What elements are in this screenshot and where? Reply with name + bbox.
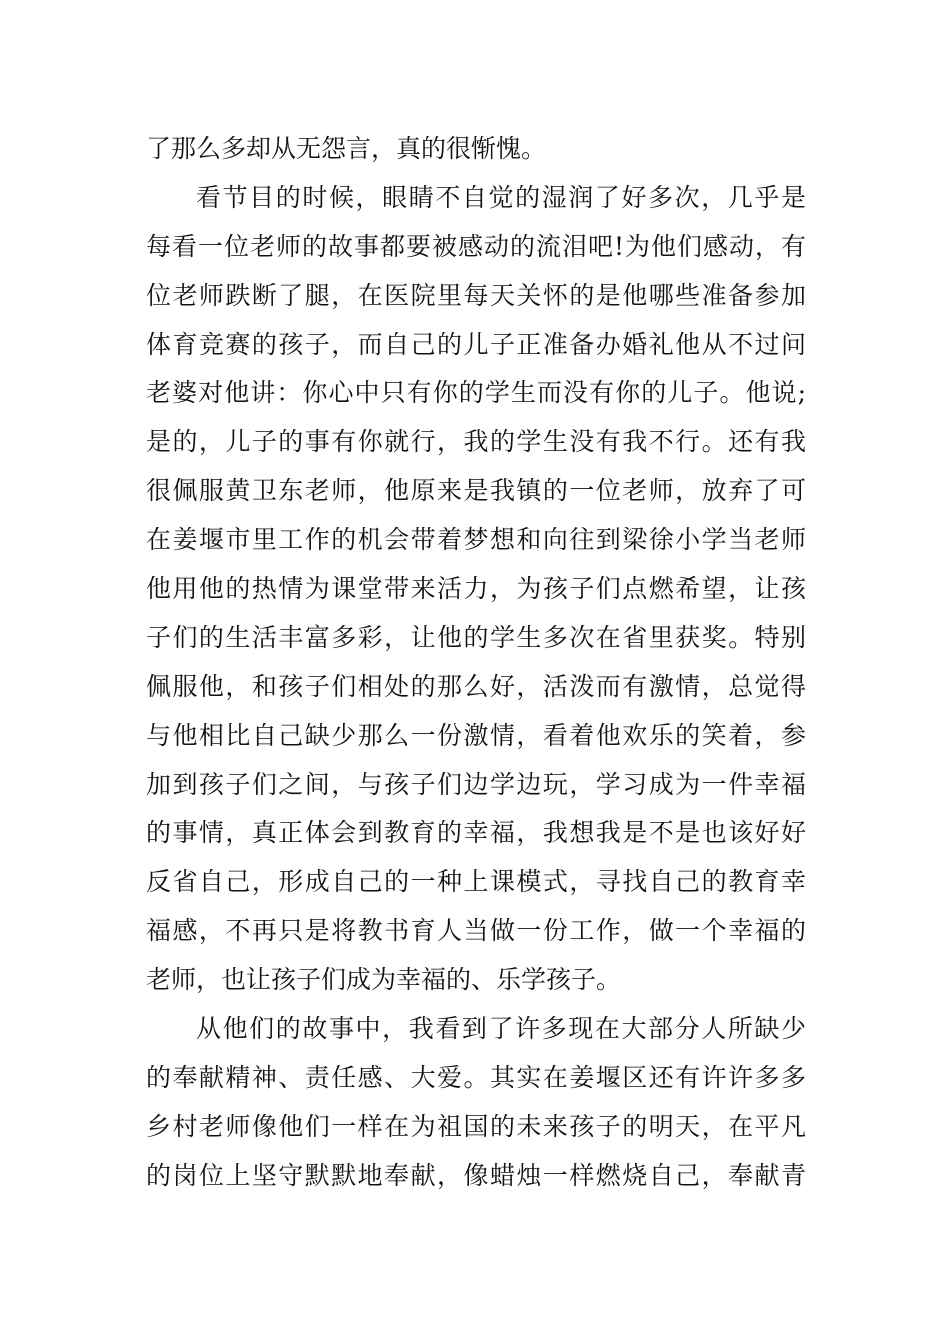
text-line: 的事情，真正体会到教育的幸福，我想我是不是也该好好 [146, 818, 806, 848]
body-text [146, 125, 806, 1201]
text-line: 他用他的热情为课堂带来活力，为孩子们点燃希望，让孩 [146, 574, 806, 604]
text-line: 反省自己，形成自己的一种上课模式，寻找自己的教育幸 [146, 867, 806, 897]
text-line: 老师，也让孩子们成为幸福的、乐学孩子。 [146, 965, 622, 995]
text-line: 看节目的时候，眼睛不自觉的湿润了好多次，几乎是 [196, 182, 806, 212]
text-line: 在姜堰市里工作的机会带着梦想和向往到梁徐小学当老师 [146, 525, 806, 555]
text-line: 老婆对他讲：你心中只有你的学生而没有你的儿子。他说; [146, 378, 806, 408]
text-line: 每看一位老师的故事都要被感动的流泪吧!为他们感动，有 [146, 231, 806, 261]
text-line: 了那么多却从无怨言，真的很惭愧。 [146, 134, 547, 163]
text-line: 位老师跌断了腿，在医院里每天关怀的是他哪些准备参加 [146, 280, 806, 310]
text-line: 佩服他，和孩子们相处的那么好，活泼而有激情，总觉得 [146, 671, 806, 701]
text-line: 的奉献精神、责任感、大爱。其实在姜堰区还有许许多多 [146, 1062, 806, 1092]
text-line: 与他相比自己缺少那么一份激情，看着他欢乐的笑着，参 [146, 720, 806, 750]
text-line: 子们的生活丰富多彩，让他的学生多次在省里获奖。特别 [146, 622, 806, 652]
text-line: 体育竞赛的孩子，而自己的儿子正准备办婚礼他从不过问 [146, 329, 806, 359]
text-line: 福感，不再只是将教书育人当做一份工作，做一个幸福的 [146, 916, 806, 946]
text-line: 从他们的故事中，我看到了许多现在大部分人所缺少 [196, 1014, 806, 1044]
text-line: 是的，儿子的事有你就行，我的学生没有我不行。还有我 [146, 427, 806, 457]
text-line: 很佩服黄卫东老师，他原来是我镇的一位老师，放弃了可 [146, 476, 806, 506]
text-line: 乡村老师像他们一样在为祖国的未来孩子的明天，在平凡 [146, 1111, 806, 1141]
text-line: 的岗位上坚守默默地奉献，像蜡烛一样燃烧自己，奉献青 [146, 1160, 806, 1190]
text-line: 加到孩子们之间，与孩子们边学边玩，学习成为一件幸福 [146, 769, 806, 799]
